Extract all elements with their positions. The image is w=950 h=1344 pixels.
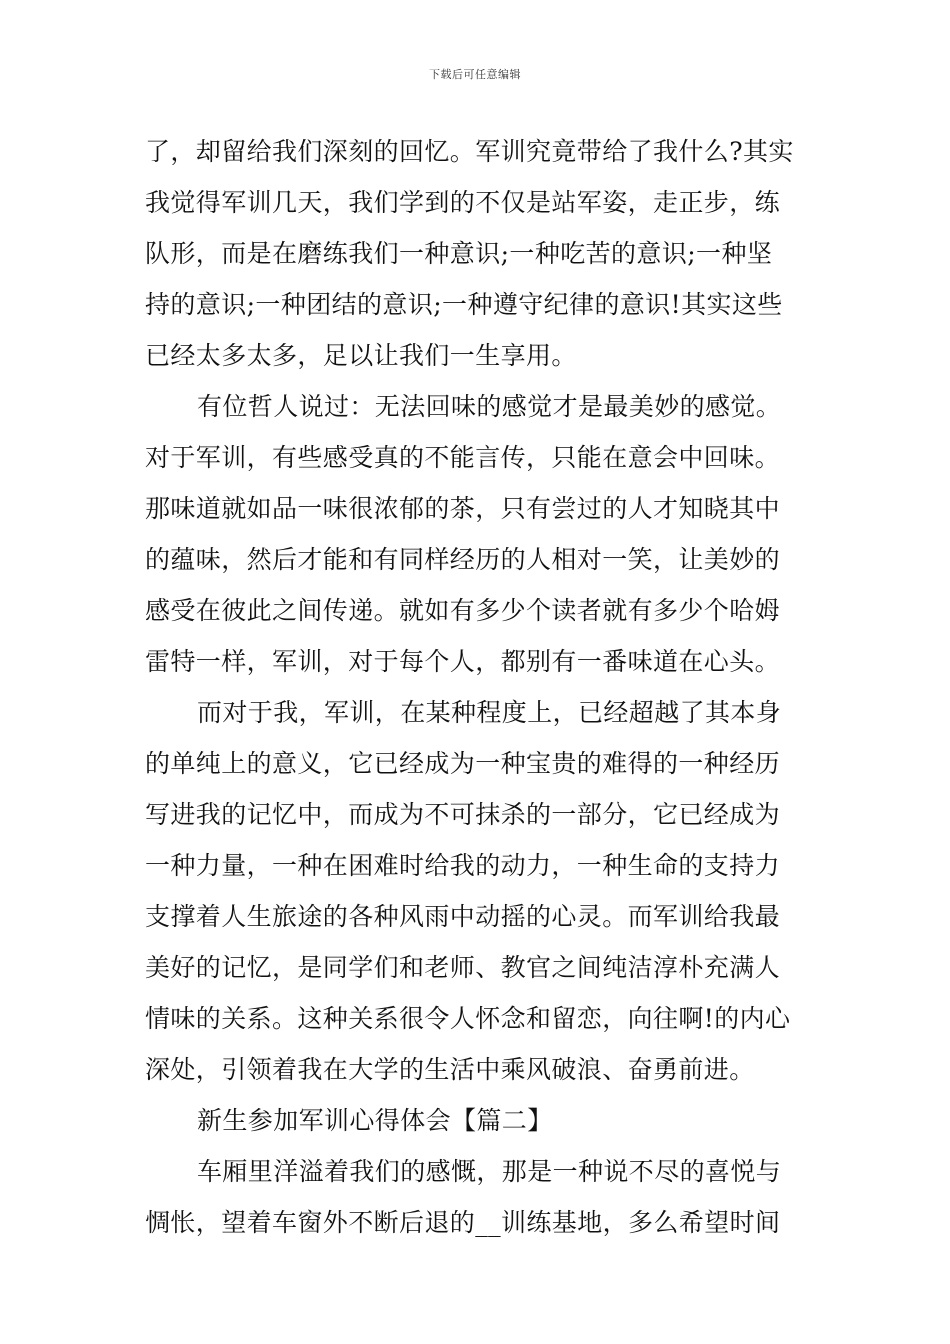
text-line: 了，却留给我们深刻的回忆。军训究竟带给了我什么?其实 [145,137,794,166]
text-line: 车厢里洋溢着我们的感慨，那是一种说不尽的喜悦与 [197,1157,782,1186]
paragraph [145,381,809,687]
paragraph [145,687,809,1095]
paragraph [145,1146,809,1248]
text-line: 已经太多太多，足以让我们一生享用。 [145,341,577,370]
paragraph [145,126,809,381]
text-line: 有位哲人说过：无法回味的感觉才是最美妙的感觉。 [197,392,782,421]
text-line: 感受在彼此之间传递。就如有多少个读者就有多少个哈姆 [145,596,781,625]
text-line: 那味道就如品一味很浓郁的茶，只有尝过的人才知晓其中 [145,494,781,523]
text-line: 深处，引领着我在大学的生活中乘风破浪、奋勇前进。 [145,1055,755,1084]
text-line: 持的意识;一种团结的意识;一种遵守纪律的意识!其实这些 [145,290,783,319]
text-line: 写进我的记忆中，而成为不可抹杀的一部分，它已经成为 [145,800,781,829]
text-line: 的蕴味，然后才能和有同样经历的人相对一笑，让美妙的 [145,545,781,574]
document-body [145,126,809,1248]
text-line: 对于军训，有些感受真的不能言传，只能在意会中回味。 [145,443,781,472]
text-line: 雷特一样，军训，对于每个人，都别有一番味道在心头。 [145,647,781,676]
text-line: 队形，而是在磨练我们一种意识;一种吃苦的意识;一种坚 [145,239,773,268]
text-line: 我觉得军训几天，我们学到的不仅是站军姿，走正步，练 [145,188,781,217]
section-heading [145,1095,809,1146]
text-line: 支撑着人生旅途的各种风雨中动摇的心灵。而军训给我最 [145,902,781,931]
text-line: 的单纯上的意义，它已经成为一种宝贵的难得的一种经历 [145,749,781,778]
page-header: 下载后可任意编辑 [429,68,521,81]
text-line: 新生参加军训心得体会【篇二】 [197,1106,553,1135]
text-line: 一种力量，一种在困难时给我的动力，一种生命的支持力 [145,851,781,880]
text-line: 惆怅，望着车窗外不断后退的__训练基地，多么希望时间 [145,1208,781,1237]
text-line: 情味的关系。这种关系很令人怀念和留恋，向往啊!的内心 [145,1004,791,1033]
text-line: 美好的记忆，是同学们和老师、教官之间纯洁淳朴充满人 [145,953,781,982]
text-line: 而对于我，军训，在某种程度上，已经超越了其本身 [197,698,782,727]
